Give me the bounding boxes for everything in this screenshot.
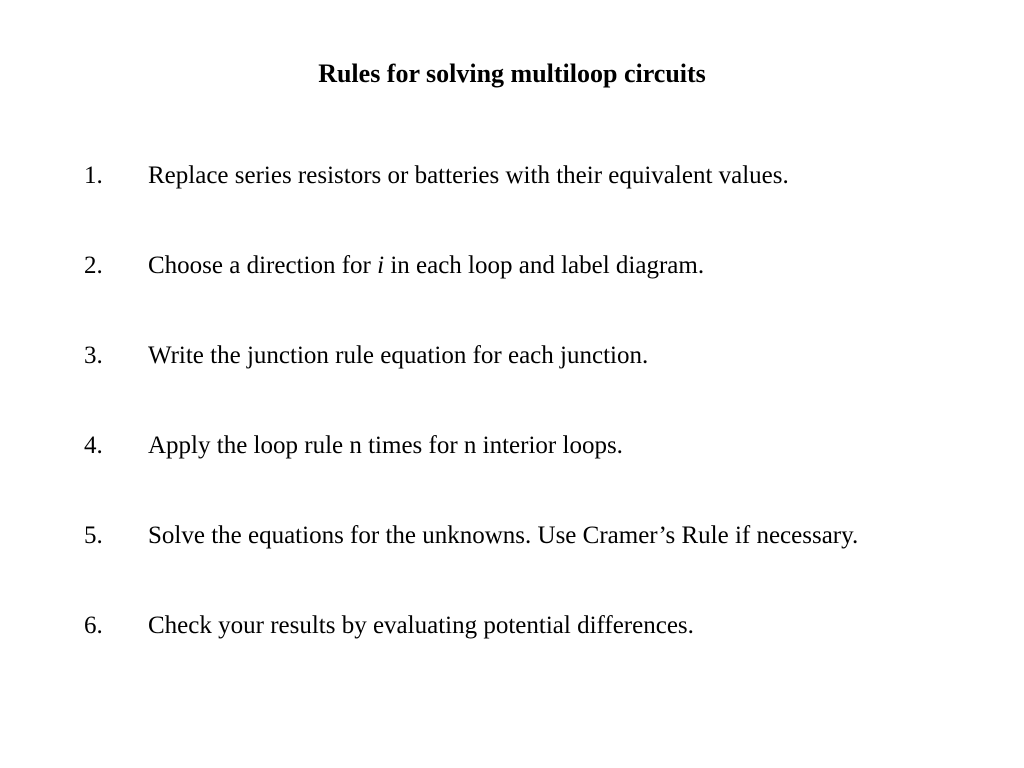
rule-number: 3. — [84, 342, 103, 369]
rule-number: 5. — [84, 522, 103, 549]
rule-number: 2. — [84, 252, 103, 279]
rule-item-4 — [84, 426, 1024, 466]
rule-text-before: Choose a direction for — [148, 252, 378, 279]
slide-title: Rules for solving multiloop circuits — [318, 59, 706, 88]
rule-text-after: in each loop and label diagram. — [384, 252, 705, 279]
rule-text — [148, 246, 948, 286]
current-variable-i: i — [377, 252, 385, 279]
rule-text: Replace series resistors or batteries with their equivalent values. — [148, 162, 789, 189]
rule-item-2 — [84, 246, 1024, 286]
rule-item-3 — [84, 336, 1024, 376]
rule-number: 6. — [84, 612, 103, 639]
rule-text: Write the junction rule equation for each junction. — [148, 342, 649, 369]
rule-item-6 — [84, 606, 1024, 646]
rules-list — [0, 156, 1024, 646]
rule-text: Check your results by evaluating potential differences. — [148, 612, 694, 639]
rule-text: Solve the equations for the unknowns. Use Cramer’s Rule if necessary. — [148, 522, 859, 549]
rule-item-5 — [84, 516, 1024, 556]
rule-number: 1. — [84, 162, 103, 189]
rule-item-1 — [84, 156, 1024, 196]
rule-number: 4. — [84, 432, 103, 459]
rule-text: Apply the loop rule n times for n interior loops. — [148, 432, 623, 459]
